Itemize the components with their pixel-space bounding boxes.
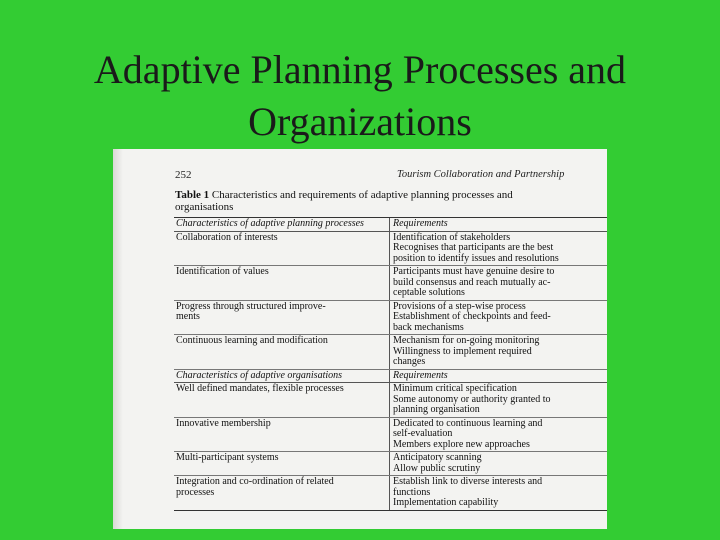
cell-line: Allow public scrutiny: [393, 462, 481, 474]
cell-line: Establishment of checkpoints and feed-: [393, 311, 551, 322]
cell-line: position to identify issues and resolutions: [393, 252, 559, 264]
cell-line: processes: [176, 486, 215, 498]
characteristic-cell: [174, 476, 390, 510]
cell-line: Well defined mandates, flexible processes: [176, 383, 344, 394]
table-row: [174, 232, 607, 267]
characteristic-cell: [174, 301, 390, 335]
requirement-cell: [390, 301, 607, 335]
slide-title-line-2: Organizations: [248, 99, 472, 144]
scanned-document: [113, 149, 607, 529]
table-section-header: [174, 218, 607, 232]
table-caption-label: Table 1: [175, 189, 210, 201]
slide-title-line-1: Adaptive Planning Processes and: [93, 47, 627, 92]
table-caption-line-2: organisations: [175, 201, 234, 213]
characteristic-cell: [174, 232, 390, 266]
scan-shadow-edge: [113, 149, 123, 529]
table-caption-text: Characteristics and requirements of adaptive planning processes and: [211, 189, 513, 201]
cell-line: Collaboration of interests: [176, 231, 278, 243]
cell-line: Requirements: [393, 218, 448, 229]
table-row: [174, 476, 607, 510]
cell-line: ments: [176, 311, 200, 322]
section-header-characteristics: [174, 218, 390, 231]
characteristics-table: [174, 217, 607, 511]
cell-line: Some autonomy or authority granted to: [393, 393, 551, 405]
cell-line: Implementation capability: [393, 497, 499, 508]
cell-line: back mechanisms: [393, 321, 464, 333]
cell-line: Identification of values: [176, 266, 269, 277]
cell-line: Progress through structured improve-: [176, 300, 326, 312]
table-row: [174, 452, 607, 476]
section-header-characteristics: [174, 370, 390, 383]
characteristic-cell: [174, 383, 390, 417]
cell-line: ceptable solutions: [393, 287, 465, 298]
slide-title: [0, 44, 720, 148]
running-head: Tourism Collaboration and Partnership: [397, 169, 565, 180]
requirement-cell: [390, 476, 607, 510]
requirement-cell: [390, 266, 607, 300]
cell-line: Members explore new approaches: [393, 438, 530, 450]
cell-line: Anticipatory scanning: [393, 452, 482, 463]
cell-line: Continuous learning and modification: [176, 335, 328, 346]
cell-line: Mechanism for on-going monitoring: [393, 335, 540, 346]
cell-line: Integration and co-ordination of related: [176, 476, 334, 487]
cell-line: Establish link to diverse interests and: [393, 476, 543, 487]
cell-line: Recognises that participants are the best: [393, 242, 554, 253]
characteristic-cell: [174, 335, 390, 369]
table-row: [174, 266, 607, 301]
table-caption-line-1: [175, 189, 607, 201]
cell-line: changes: [393, 356, 426, 367]
cell-line: Requirements: [393, 369, 448, 381]
page-number: 252: [175, 169, 192, 181]
cell-line: Willingness to implement required: [393, 345, 532, 357]
cell-line: self-evaluation: [393, 428, 453, 439]
cell-line: Minimum critical specification: [393, 383, 517, 394]
table-row: [174, 301, 607, 336]
cell-line: Dedicated to continuous learning and: [393, 417, 543, 429]
table-caption: [175, 189, 607, 213]
cell-line: Innovative membership: [176, 417, 271, 429]
cell-line: Provisions of a step-wise process: [393, 300, 526, 312]
requirement-cell: [390, 452, 607, 475]
cell-line: Multi-participant systems: [176, 452, 279, 463]
requirement-cell: [390, 335, 607, 369]
characteristic-cell: [174, 266, 390, 300]
characteristic-cell: [174, 418, 390, 452]
table-row: [174, 383, 607, 418]
cell-line: Characteristics of adaptive organisations: [176, 369, 343, 381]
requirement-cell: [390, 383, 607, 417]
section-header-requirements: [390, 370, 607, 383]
cell-line: Identification of stakeholders: [393, 231, 511, 243]
table-row: [174, 418, 607, 453]
cell-line: Characteristics of adaptive planning processes: [176, 218, 364, 229]
cell-line: planning organisation: [393, 404, 480, 415]
characteristic-cell: [174, 452, 390, 475]
cell-line: functions: [393, 486, 431, 498]
requirement-cell: [390, 418, 607, 452]
section-header-requirements: [390, 218, 607, 231]
cell-line: Participants must have genuine desire to: [393, 266, 555, 277]
table-section-header: [174, 370, 607, 384]
table-row: [174, 335, 607, 370]
requirement-cell: [390, 232, 607, 266]
cell-line: build consensus and reach mutually ac-: [393, 276, 551, 288]
